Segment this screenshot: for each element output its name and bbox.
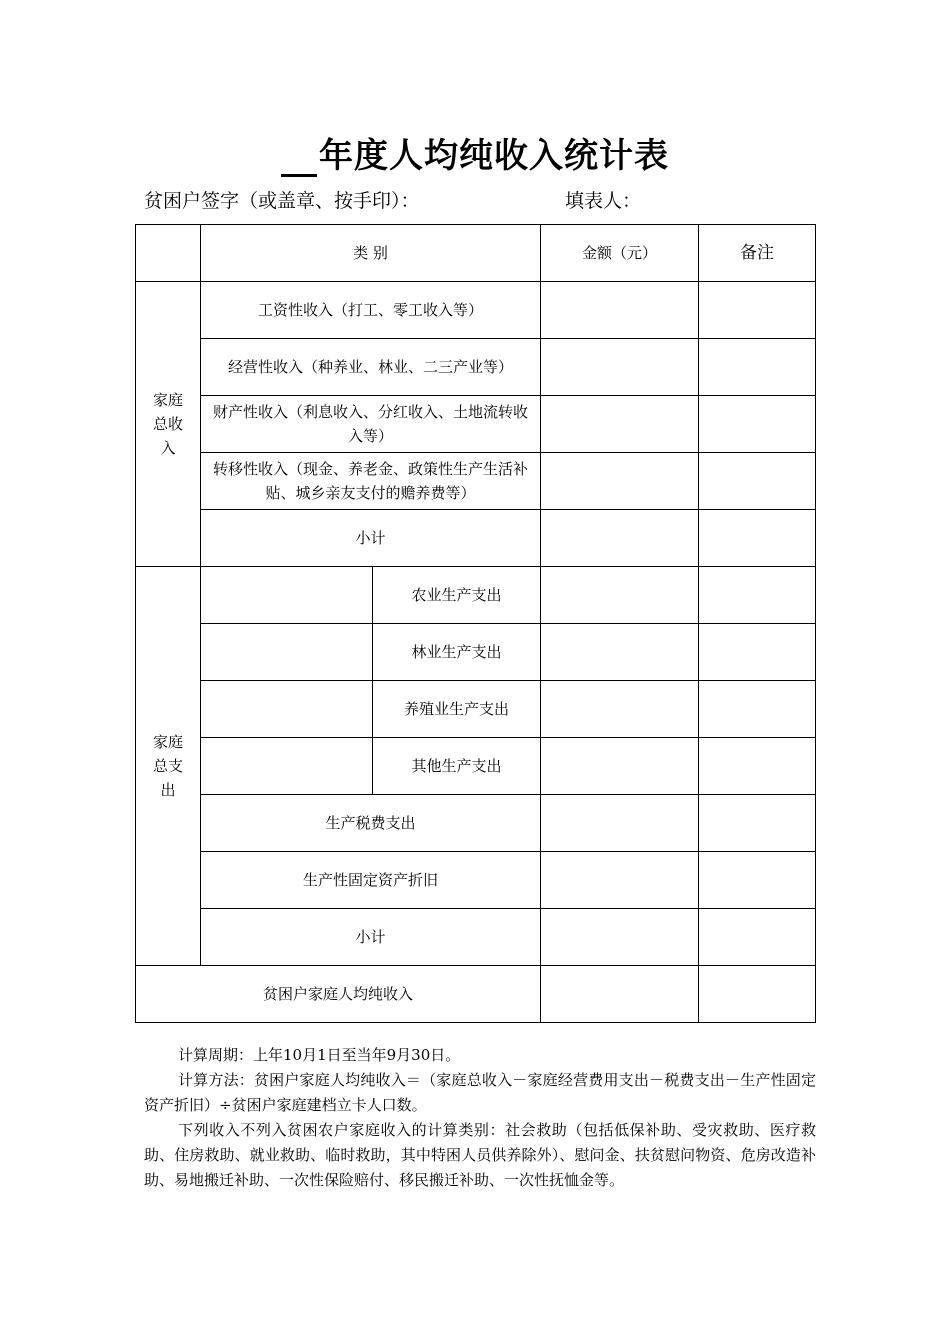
note-period: 计算周期：上年10月1日至当年9月30日。 xyxy=(178,1046,461,1064)
remark-cell[interactable] xyxy=(699,396,816,453)
table-row xyxy=(136,681,816,738)
amount-cell[interactable] xyxy=(541,624,699,681)
income-subtotal: 小计 xyxy=(201,510,541,567)
income-item: 转移性收入（现金、养老金、政策性生产生活补贴、城乡亲友支付的赡养费等） xyxy=(201,453,541,510)
table-row xyxy=(136,567,816,624)
remark-cell[interactable] xyxy=(699,966,816,1023)
amount-cell[interactable] xyxy=(541,396,699,453)
table-row xyxy=(136,795,816,852)
remark-cell[interactable] xyxy=(699,339,816,396)
remark-cell[interactable] xyxy=(699,282,816,339)
amount-cell[interactable] xyxy=(541,339,699,396)
statistics-table xyxy=(135,224,816,1023)
year-blank xyxy=(281,146,317,177)
per-capita-label: 贫困户家庭人均纯收入 xyxy=(136,966,541,1023)
note-exclusions: 下列收入不列入贫困农户家庭收入的计算类别：社会救助（包括低保补助、受灾救助、医疗救助、住房救助、就业救助、临时救助，其中特困人员供养除外）、慰问金、扶贫慰问物资、危房改造补助、易地搬迁补助、一次性保险赔付、移民搬迁补助、一次性抚恤金等。 xyxy=(144,1121,816,1189)
income-item: 工资性收入（打工、零工收入等） xyxy=(201,282,541,339)
header-amount: 金额（元） xyxy=(541,225,699,282)
note-method: 计算方法：贫困户家庭人均纯收入＝（家庭总收入－家庭经营费用支出－税费支出－生产性固定资产折旧）÷贫困户家庭建档立卡人口数。 xyxy=(144,1071,816,1114)
table-row xyxy=(136,624,816,681)
expense-blank-cell[interactable] xyxy=(201,567,373,624)
expense-subtotal: 小计 xyxy=(201,909,541,966)
expense-sub-item: 其他生产支出 xyxy=(373,738,541,795)
signature-label: 贫困户签字（或盖章、按手印）： xyxy=(144,190,420,212)
remark-cell[interactable] xyxy=(699,738,816,795)
remark-cell[interactable] xyxy=(699,453,816,510)
amount-cell[interactable] xyxy=(541,795,699,852)
table-row xyxy=(136,282,816,339)
remark-cell[interactable] xyxy=(699,681,816,738)
table-row xyxy=(136,453,816,510)
header-category: 类 别 xyxy=(201,225,541,282)
remark-cell[interactable] xyxy=(699,510,816,567)
table-row xyxy=(136,909,816,966)
amount-cell[interactable] xyxy=(541,966,699,1023)
remark-cell[interactable] xyxy=(699,624,816,681)
amount-cell[interactable] xyxy=(541,681,699,738)
amount-cell[interactable] xyxy=(541,453,699,510)
amount-cell[interactable] xyxy=(541,909,699,966)
remark-cell[interactable] xyxy=(699,567,816,624)
amount-cell[interactable] xyxy=(541,282,699,339)
page-title: 年度人均纯收入统计表 xyxy=(0,128,950,177)
table-row xyxy=(136,510,816,567)
expense-sub-item: 养殖业生产支出 xyxy=(373,681,541,738)
table-row xyxy=(136,339,816,396)
notes xyxy=(144,1043,816,1193)
expense-blank-cell[interactable] xyxy=(201,624,373,681)
remark-cell[interactable] xyxy=(699,852,816,909)
amount-cell[interactable] xyxy=(541,852,699,909)
expense-group-label: 家庭总支出 xyxy=(136,567,201,966)
expense-blank-cell[interactable] xyxy=(201,681,373,738)
amount-cell[interactable] xyxy=(541,567,699,624)
header-corner xyxy=(136,225,201,282)
income-group-label: 家庭总收入 xyxy=(136,282,201,567)
expense-blank-cell[interactable] xyxy=(201,738,373,795)
remark-cell[interactable] xyxy=(699,909,816,966)
income-item: 财产性收入（利息收入、分红收入、土地流转收入等） xyxy=(201,396,541,453)
expense-sub-item: 林业生产支出 xyxy=(373,624,541,681)
header-remark: 备注 xyxy=(699,225,816,282)
expense-item: 生产税费支出 xyxy=(201,795,541,852)
amount-cell[interactable] xyxy=(541,510,699,567)
expense-item: 生产性固定资产折旧 xyxy=(201,852,541,909)
remark-cell[interactable] xyxy=(699,795,816,852)
amount-cell[interactable] xyxy=(541,738,699,795)
signature-row xyxy=(144,186,642,213)
table-row xyxy=(136,852,816,909)
table-row xyxy=(136,966,816,1023)
table-row xyxy=(136,738,816,795)
income-item: 经营性收入（种养业、林业、二三产业等） xyxy=(201,339,541,396)
expense-sub-item: 农业生产支出 xyxy=(373,567,541,624)
table-row xyxy=(136,396,816,453)
filler-label: 填表人： xyxy=(565,190,642,212)
header-row xyxy=(136,225,816,282)
